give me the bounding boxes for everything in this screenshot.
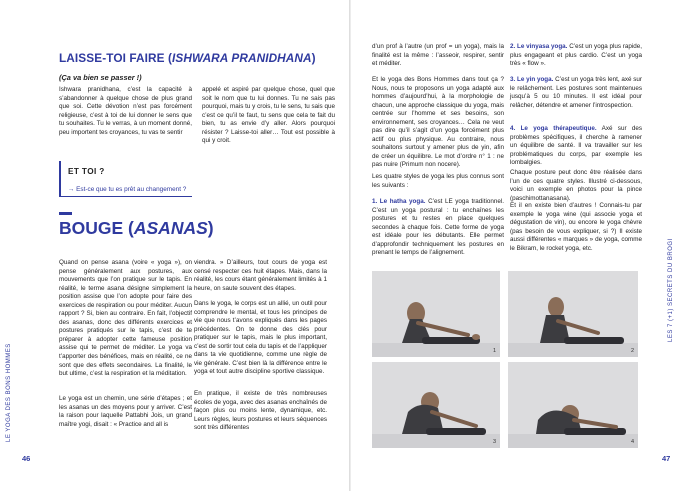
item-therapeutic-label: 4. Le yoga thérapeutique. bbox=[510, 125, 597, 132]
yoga-photo-1 bbox=[372, 271, 500, 357]
section-heading-ishwara: LAISSE-TOI FAIRE (ISHWARA PRANIDHANA) bbox=[59, 51, 316, 65]
photo-number-4: 4 bbox=[630, 439, 634, 445]
seated-forward-fold-figure-3 bbox=[372, 362, 500, 448]
paragraph-bouge-col2c: En pratique, il existe de très nombreuses écoles de yoga, avec des asanas enchaînés de façon plus ou moins lente, dynamique, etc. Leurs règles, leurs postures et leurs séquences sont très différentes bbox=[194, 390, 327, 432]
seated-stretch-figure-1 bbox=[372, 271, 500, 357]
page-number-left: 46 bbox=[22, 454, 31, 463]
item-vinyasa-yoga: 2. Le vinyasa yoga. C’est un yoga plus rapide, plus engageant et plus cardio. C’est un yoga très « flow ». bbox=[510, 43, 643, 68]
paragraph-right-pince: Chaque posture peut donc être réalisée dans l’un de ces quatre styles. Illustré ci-dessous, voici un exemple en photos pour la pince (paschimottanasana). bbox=[510, 169, 642, 202]
paragraph-ishwara-col1: Ishwara pranidhana, c’est la capacité à s’abandonner à quelque chose de plus grand que soi. Cette dévotion n’est pas forcément religieuse, c’est à toi de lui donner le sens que tu souhaites. Tu le verras, à un moment donné, peu importent tes croyances, tu vas te sentir bbox=[59, 86, 192, 136]
running-header-left: LE YOGA DES BONS HOMMES bbox=[6, 343, 12, 442]
et-toi-question: → Est-ce que tu es prêt au changement ? bbox=[68, 186, 187, 193]
paragraph-bouge-col1b: Le yoga est un chemin, une série d’étapes ; et les asanas un des moyens pour y arriver. C’est la raison pour laquelle Pattabhi Jois, un grand maître yogi, disait : « Practice and all is bbox=[59, 395, 192, 428]
seated-forward-fold-figure-4 bbox=[508, 362, 638, 448]
item-hatha-label: 1. Le hatha yoga. bbox=[372, 198, 426, 205]
et-toi-box bbox=[59, 161, 192, 197]
section-accent-bar bbox=[59, 212, 72, 215]
item-hatha-yoga: 1. Le hatha yoga. C’est LE yoga traditionnel. C’est un yoga postural : tu enchaînes les postures et tu restes en place quelques secondes à chaque fois. Cette forme de yoga est idéale pour les débutants. Elle permet d’approfondir techniquement les postures en prenant le temps de l’alignement. bbox=[372, 198, 505, 257]
paragraph-right-bons-hommes: Et le yoga des Bons Hommes dans tout ça ? Nous, nous te proposons un yoga adapté aux hommes d’aujourd’hui, à la morphologie de chacun, une approche classique du yoga, mais centrée sur l’homme et ses besoins, son environnement, ses croyances… Cela ne veut pas dire qu’il s’agit d’un yoga forcément plus actif ou plus physique. Au contraire, nous souhaitons surtout y amener plus de yin, afin de créer un équilibre. Le mot d’ordre n° 1 : ne pas nuire (Primum non nocere). bbox=[372, 76, 504, 169]
section-heading-bouge: BOUGE (ASANAS) bbox=[59, 218, 214, 238]
paragraph-bouge-col1: Quand on pense asana (voire « yoga »), on pense généralement aux postures, aux mouvements que l’on pratique sur le tapis. En réalité, le terme asana désigne simplement la position assise que l’on adopte pour faire des exercices de respiration ou pour méditer. Aucun rapport ? Si, bien au contraire. En fait, l’objectif des asanas, donc des différents exercices et postures pratiqués sur le tapis, c’est de te préparer à adopter cette fameuse position assise qui te permet de méditer. Le yoga va t’apporter des bénéfices, mais en réalité, ce ne sont que des effets secondaires. La finalité, le but ultime, c’est la respiration et la méditation. bbox=[59, 259, 193, 378]
paragraph-right-intro: d’un prof à l’autre (un prof = un yoga), mais la finalité est la même : l’asseoir, respirer, sentir et méditer. bbox=[372, 43, 504, 68]
page-number-right: 47 bbox=[662, 454, 671, 463]
yoga-photo-3 bbox=[372, 362, 500, 448]
paragraph-ishwara-col2: appelé et aspiré par quelque chose, quel que soit le nom que tu lui donnes. Tu ne sais pas pourquoi, mais tu y crois, tu le sens, tu sais que c’est ce qu’il te faut, tu sens que cela te fait du bien, tu as envie d’y aller. Alors pourquoi résister ? Laisse-toi aller… Tout est possible à qui y croit. bbox=[202, 86, 335, 145]
seated-stretch-figure-2 bbox=[508, 271, 638, 357]
photo-number-2: 2 bbox=[630, 348, 634, 354]
item-yin-label: 3. Le yin yoga. bbox=[510, 76, 554, 83]
photo-number-3: 3 bbox=[492, 439, 496, 445]
item-vinyasa-label: 2. Le vinyasa yoga. bbox=[510, 43, 568, 50]
section-subheading: (Ça va bien se passer !) bbox=[59, 73, 142, 82]
photo-number-1: 1 bbox=[492, 348, 496, 354]
paragraph-right-styles: Les quatre styles de yoga les plus connus sont les suivants : bbox=[372, 173, 504, 189]
paragraph-bouge-col2b: Dans le yoga, le corps est un allié, un outil pour comprendre le mental, et tous les principes de vie que nous t’avons expliqués dans les pages précédentes. On te donne des clés pour pratiquer sur le tapis, mais le plus important, c’est de sortir tout cela du tapis et de l’appliquer dans ta vie quotidienne, comme une règle de vie générale. C’est bien là la différence entre le yoga et tout autre discipline sportive classique. bbox=[194, 300, 328, 376]
item-therapeutic-yoga: 4. Le yoga thérapeutique. Axé sur des problèmes spécifiques, il cherche à ramener un équilibre de santé. Il va travailler sur les problématiques du corps, par exemple les lombalgies. bbox=[510, 125, 643, 167]
book-gutter bbox=[349, 0, 351, 491]
et-toi-title: ET TOI ? bbox=[68, 167, 105, 176]
yoga-photo-2 bbox=[508, 271, 638, 357]
paragraph-right-autres: Et il en existe bien d’autres ! Connais-tu par exemple le yoga wine (qui associe yoga et dégustation de vin), ou encore le yoga chèvre (pas besoin de vous expliquer, si ?) Il existe aussi différentes « marques » de yoga, comme le Bikram, le rocket yoga, etc. bbox=[510, 202, 642, 252]
yoga-photo-4 bbox=[508, 362, 638, 448]
running-header-right: LES 7 (+1) SECRETS DU BROGI bbox=[668, 238, 674, 342]
paragraph-bouge-col2: viendra. » D’ailleurs, tout cours de yoga est censé respecter ces huit étapes. Mais, dans la réalité, les cours étant généralement limités à 1 heure, on saute souvent des étapes. bbox=[194, 259, 327, 292]
item-yin-yoga: 3. Le yin yoga. C’est un yoga très lent, axé sur le relâchement. Les postures sont maintenues jusqu’à 5 ou 10 minutes. Il est idéal pour relâcher, détendre et amener l’introspection. bbox=[510, 76, 642, 109]
